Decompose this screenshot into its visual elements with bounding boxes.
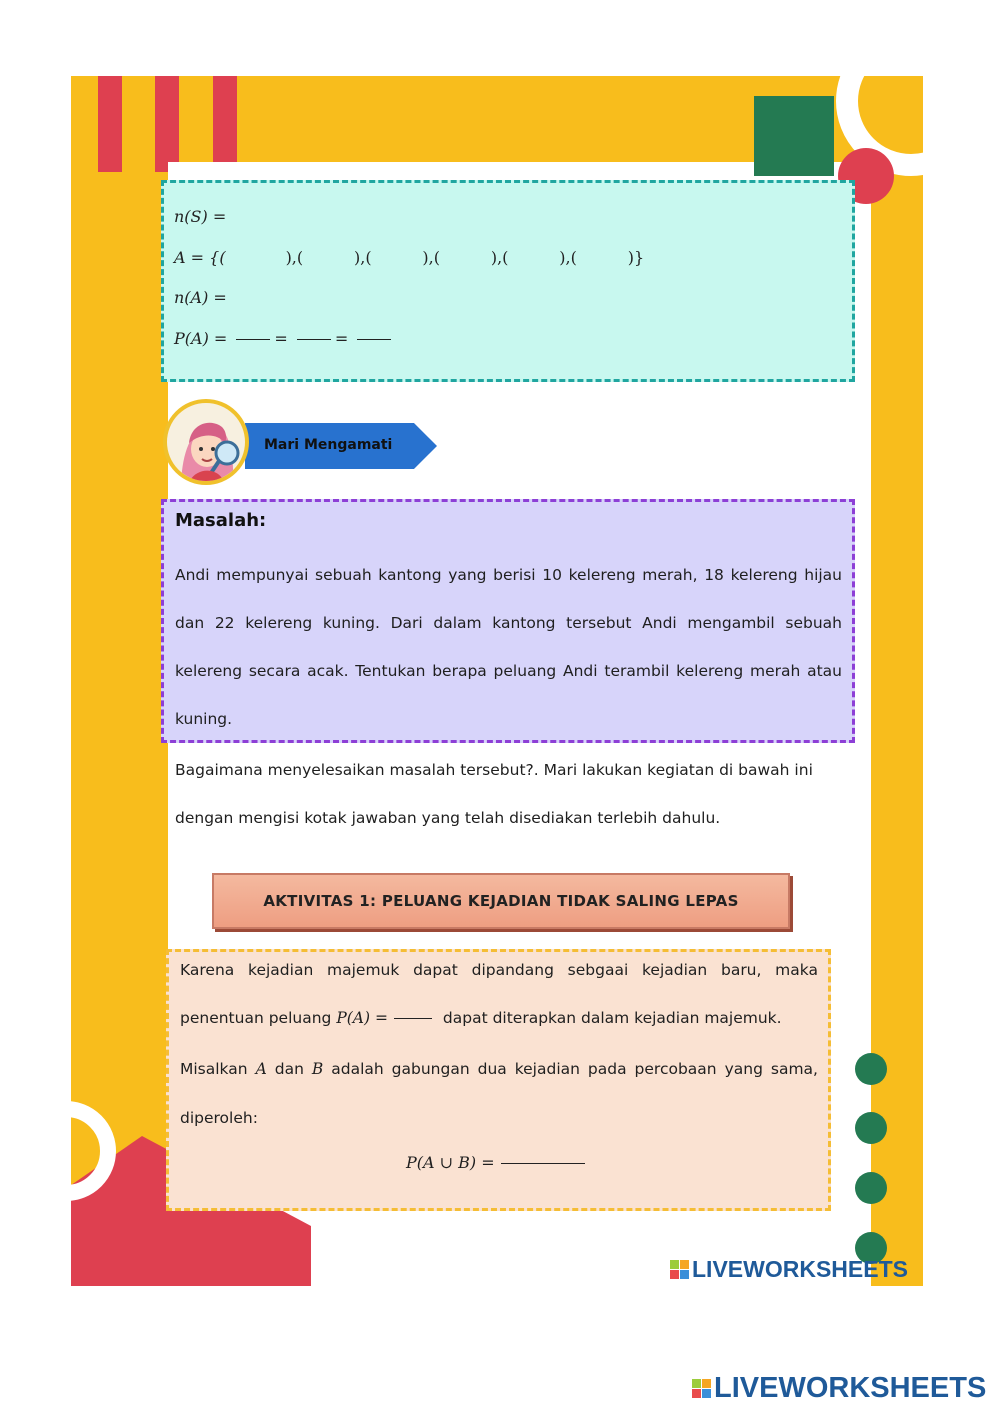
girl-magnifier-avatar	[163, 399, 249, 485]
explanation-line-1: Karena kejadian majemuk dapat dipandang sebgaai kejadian baru, maka	[180, 961, 818, 979]
fraction-blank[interactable]	[394, 1018, 432, 1019]
pa-row	[174, 329, 395, 348]
union-formula: P(A ∪ B) =	[406, 1153, 495, 1172]
explanation-text: dapat diterapkan dalam kejadian majemuk.	[442, 1009, 782, 1027]
liveworksheets-logo	[670, 1256, 908, 1283]
equals-sign: =	[334, 329, 349, 348]
explanation-text: adalah gabungan dua kejadian pada percobaan yang sama,	[331, 1060, 818, 1078]
equals-sign: =	[274, 329, 288, 348]
formula-answer-box	[161, 180, 855, 382]
liveworksheets-logo[interactable]	[692, 1372, 986, 1405]
variable-a: A	[255, 1060, 267, 1078]
problem-title: Masalah:	[175, 510, 267, 531]
intro-text: Bagaimana menyelesaikan masalah tersebut?. Mari lakukan kegiatan di bawah ini dengan mengisi kotak jawaban yang telah disediakan terlebih dahulu.	[175, 761, 813, 827]
explanation-text: dan	[274, 1060, 304, 1078]
logo-mark-icon	[670, 1260, 689, 1279]
pa-label: P(A) =	[174, 329, 228, 348]
decorative-green-square	[754, 96, 834, 176]
fraction-blank[interactable]	[236, 339, 270, 340]
union-formula-row	[406, 1153, 585, 1172]
decorative-red-bar	[213, 76, 237, 172]
banner-label: Mari Mengamati	[264, 437, 393, 453]
explanation-line-3	[180, 1060, 818, 1078]
fraction-blank[interactable]	[357, 339, 391, 340]
problem-text: Andi mempunyai sebuah kantong yang berisi 10 kelereng merah, 18 kelereng hijau dan 22 kelereng kuning. Dari dalam kantong tersebut Andi mengambil sebuah kelereng secara acak. Tentukan berapa peluang Andi terambil kelereng merah atau kuning.	[175, 566, 842, 728]
a-set-blanks: ),( ),( ),( ),( ),( )}	[285, 248, 645, 267]
explanation-line-4: diperoleh:	[180, 1109, 258, 1127]
na-label: n(A) =	[174, 288, 227, 307]
ns-label: n(S) =	[174, 207, 227, 226]
a-set-label: A = {(	[174, 248, 226, 267]
fraction-blank[interactable]	[297, 339, 331, 340]
explanation-line-2	[180, 1009, 818, 1027]
decorative-green-dot	[855, 1053, 887, 1085]
decorative-green-dot	[855, 1112, 887, 1144]
logo-mark-icon	[692, 1379, 711, 1398]
a-set-row	[174, 248, 644, 267]
fraction-blank[interactable]	[501, 1163, 585, 1164]
probability-formula: P(A) =	[336, 1009, 388, 1027]
decorative-red-bar	[155, 76, 179, 172]
explanation-text: penentuan peluang	[180, 1009, 332, 1027]
logo-text: LIVEWORKSHEETS	[692, 1256, 908, 1282]
logo-text: LIVEWORKSHEETS	[714, 1372, 987, 1404]
decorative-green-dot	[855, 1172, 887, 1204]
activity-title: AKTIVITAS 1: PELUANG KEJADIAN TIDAK SALING LEPAS	[212, 873, 790, 929]
variable-b: B	[311, 1060, 324, 1078]
explanation-text: Misalkan	[180, 1060, 248, 1078]
decorative-red-bar	[98, 76, 122, 172]
